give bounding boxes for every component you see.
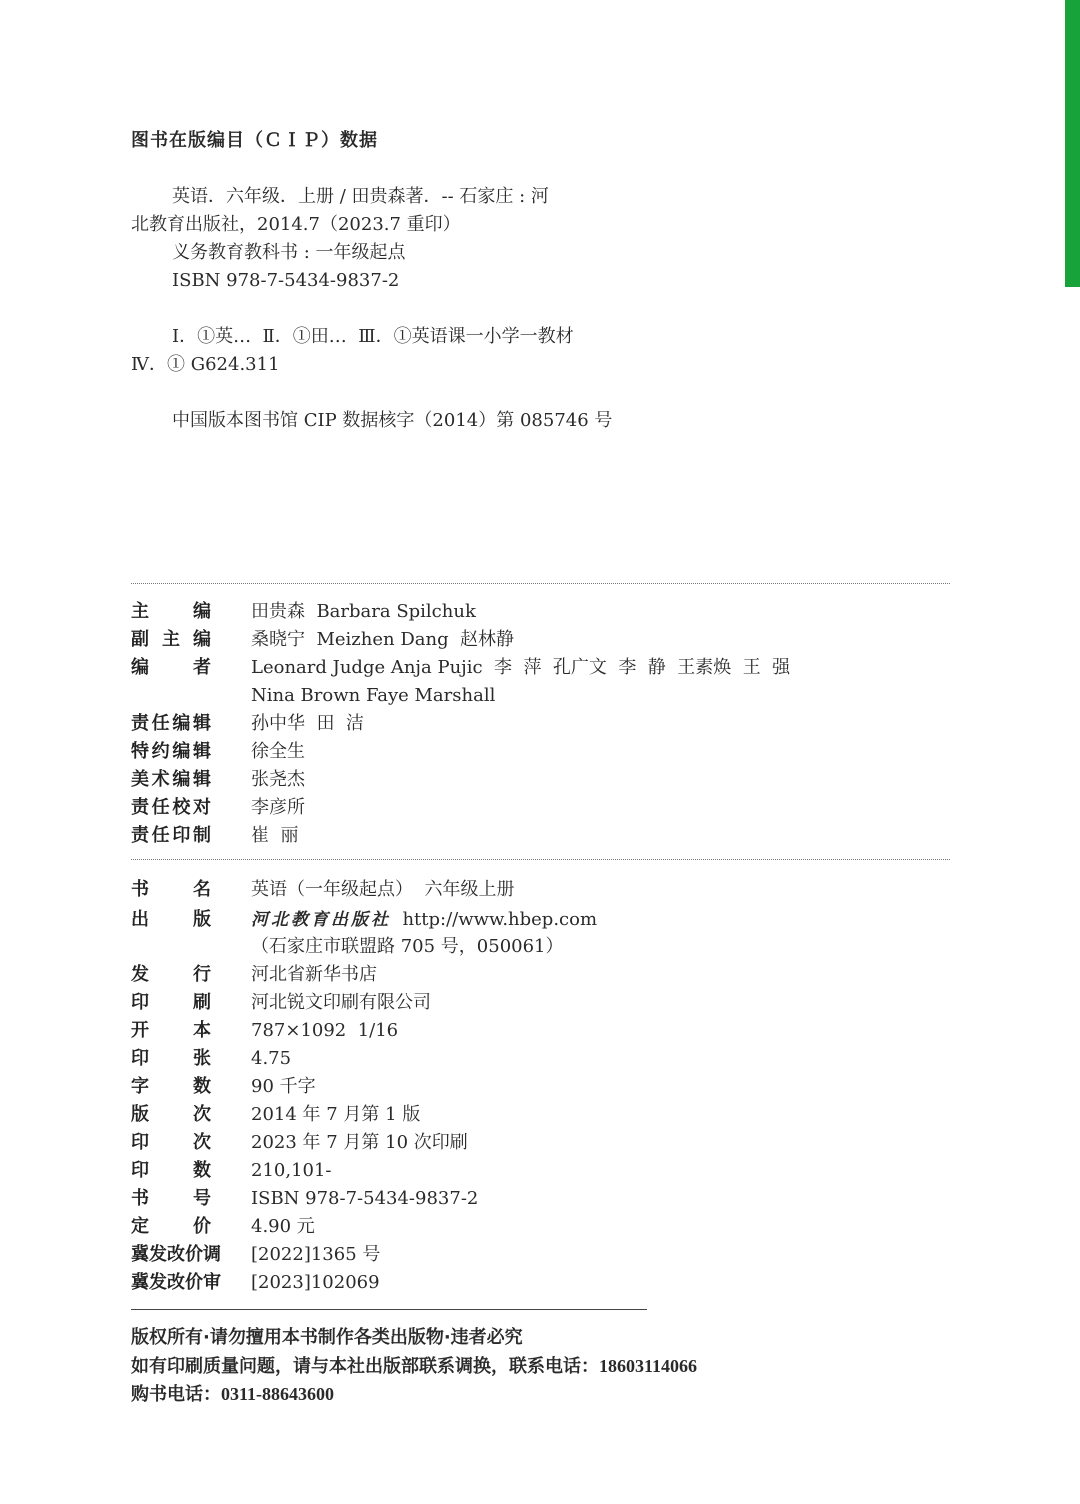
price-value: 4.90 元 (251, 1216, 315, 1237)
credit-label: 主 编 (131, 601, 211, 622)
info-label: 版 次 (131, 1104, 211, 1125)
edition-value: 2014 年 7 月第 1 版 (251, 1104, 421, 1125)
credit-label: 特约编辑 (131, 741, 211, 762)
info-label: 书 号 (131, 1188, 211, 1209)
info-label: 书 名 (131, 879, 211, 900)
info-label: 冀发改价调 (131, 1244, 221, 1265)
cip-heading: 图书在版编目（ＣＩＰ）数据 (131, 130, 378, 151)
info-label: 印 数 (131, 1160, 211, 1181)
dotted-separator-1 (131, 583, 950, 584)
cip-line-1: 英语．六年级．上册 / 田贵森著．-- 石家庄 : 河 (172, 186, 549, 207)
cip-line-6: Ⅳ．① G624.311 (131, 354, 280, 375)
credit-value: 张尧杰 (251, 769, 305, 790)
impression-value: 2023 年 7 月第 10 次印刷 (251, 1132, 468, 1153)
publisher-logo: 河北教育出版社 (251, 910, 391, 930)
order-phone: 0311-88643600 (221, 1384, 335, 1404)
info-label: 出 版 (131, 909, 211, 930)
cip-line-3: 义务教育教科书 : 一年级起点 (172, 242, 406, 263)
cip-line-7: 中国版本图书馆 CIP 数据核字（2014）第 085746 号 (172, 410, 613, 431)
words-value: 90 千字 (251, 1076, 316, 1097)
cip-line-5: Ⅰ．①英… Ⅱ．①田… Ⅲ．①英语课一小学一教材 (172, 326, 574, 347)
order-text: 购书电话： (131, 1384, 221, 1405)
info-label: 冀发改价审 (131, 1272, 221, 1293)
quality-contact (131, 1353, 697, 1380)
book-name: 英语（一年级起点） 六年级上册 (251, 879, 515, 900)
distribution-value: 河北省新华书店 (251, 964, 377, 985)
cip-line-2: 北教育出版社，2014.7（2023.7 重印） (131, 214, 461, 235)
cip-line-4: ISBN 978-7-5434-9837-2 (172, 270, 400, 291)
printing-value: 河北锐文印刷有限公司 (251, 992, 431, 1013)
publisher-address: （石家庄市联盟路 705 号，050061） (251, 936, 564, 957)
price-adjust-value: [2022]1365 号 (251, 1244, 381, 1265)
credit-label: 编 者 (131, 657, 211, 678)
print-run-value: 210,101- (251, 1160, 332, 1181)
publisher-url: http://www.hbep.com (402, 909, 598, 930)
credit-value: 崔 丽 (251, 825, 299, 846)
credit-label: 美术编辑 (131, 769, 211, 790)
info-label: 定 价 (131, 1216, 211, 1237)
green-edge-bar (1065, 0, 1080, 287)
credit-label: 责任编辑 (131, 713, 211, 734)
info-label: 字 数 (131, 1076, 211, 1097)
info-label: 开 本 (131, 1020, 211, 1041)
publisher-value (251, 907, 597, 933)
credit-label: 责任印制 (131, 825, 211, 846)
quality-text: 如有印刷质量问题，请与本社出版部联系调换，联系电话： (131, 1356, 599, 1377)
credit-value: 孙中华 田 洁 (251, 713, 364, 734)
credit-value: 田贵森 Barbara Spilchuk (251, 601, 476, 622)
order-contact (131, 1381, 334, 1408)
credit-label: 副主编 (131, 629, 211, 650)
credit-value: Nina Brown Faye Marshall (251, 685, 496, 706)
credit-value: Leonard Judge Anja Pujic 李 萍 孔广文 李 静 王素焕 王 强 (251, 657, 791, 678)
dotted-separator-2 (131, 859, 950, 860)
isbn-value: ISBN 978-7-5434-9837-2 (251, 1188, 479, 1209)
format-value: 787×1092 1/16 (251, 1020, 399, 1041)
credit-value: 李彦所 (251, 797, 305, 818)
info-label: 发 行 (131, 964, 211, 985)
copyright-notice: 版权所有·请勿擅用本书制作各类出版物·违者必究 (131, 1327, 523, 1348)
credit-value: 徐全生 (251, 741, 305, 762)
info-label: 印 次 (131, 1132, 211, 1153)
credit-label: 责任校对 (131, 797, 211, 818)
price-review-value: [2023]102069 (251, 1272, 380, 1293)
quality-phone: 18603114066 (599, 1356, 698, 1376)
credit-value: 桑晓宁 Meizhen Dang 赵林静 (251, 629, 515, 650)
info-label: 印 张 (131, 1048, 211, 1069)
info-label: 印 刷 (131, 992, 211, 1013)
solid-separator (131, 1309, 647, 1310)
sheets-value: 4.75 (251, 1048, 292, 1069)
